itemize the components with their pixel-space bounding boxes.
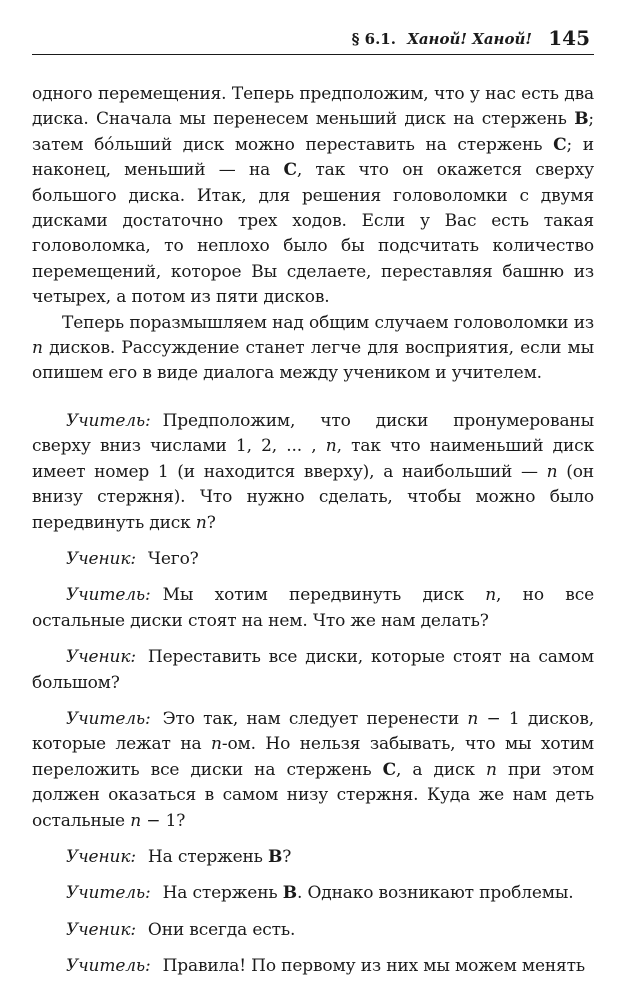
math-variable: n	[546, 461, 558, 482]
dialogue-turn	[32, 918, 594, 943]
speaker-label: Ученик:	[66, 548, 136, 569]
page-body	[32, 82, 594, 991]
speaker-label: Учитель:	[66, 708, 151, 729]
text-run: Это так, нам следует перенести	[162, 708, 468, 729]
dialogue-turn	[32, 409, 594, 536]
text-run: . Однако возникают проблемы.	[296, 883, 574, 904]
speaker-label: Ученик:	[66, 647, 136, 668]
text-run: Мы хотим передвинуть диск	[162, 585, 486, 606]
dialogue-turn	[32, 547, 594, 572]
section-number: § 6.1.	[351, 30, 396, 48]
section-title: Ханой! Ханой!	[407, 30, 532, 48]
speaker-label: Учитель:	[66, 956, 151, 977]
text-run: На стержень	[162, 883, 283, 904]
dialogue	[32, 409, 594, 980]
bold-term: C	[553, 134, 567, 155]
speaker-label: Ученик:	[66, 846, 136, 867]
math-variable: n	[325, 436, 337, 457]
running-header	[32, 28, 594, 55]
text-paragraphs	[32, 82, 594, 387]
text-run: -ом. Но нельзя забывать, что мы хотим переложить все диски на стержень	[32, 734, 594, 780]
text-run: дисков. Рассуждение станет легче для восприятия, если мы опишем его в виде диалога между учеником и учителем.	[32, 338, 594, 384]
text-run: Предположим, что диски пронумерованы сверху вниз числами 1, 2, ... ,	[32, 410, 594, 457]
text-run: , так что наименьший диск имеет номер 1 (и находится вверху), а наибольший —	[32, 436, 594, 482]
speaker-label: Ученик:	[66, 919, 136, 940]
dialogue-turn	[32, 954, 594, 979]
text-run: одного перемещения. Теперь предположим, что у нас есть два диска. Сначала мы перенесем меньший диск на стержень	[32, 84, 594, 130]
math-variable: n	[486, 759, 497, 780]
dialogue-turn	[32, 707, 594, 834]
text-run: Они всегда есть.	[147, 919, 296, 940]
bold-term: B	[574, 109, 589, 130]
text-run: На стержень	[147, 846, 269, 867]
dialogue-turn	[32, 645, 594, 696]
text-run: (он внизу стержня). Что нужно сделать, чтобы можно было передвинуть диск	[32, 461, 594, 533]
text-run: Теперь поразмышляем над общим случаем головоломки из	[62, 312, 594, 333]
math-variable: n	[485, 585, 497, 606]
text-run: при этом должен оказаться в самом низу стержня. Куда же нам деть остальные	[32, 759, 594, 831]
text-run: − 1 дисков, которые лежат на	[32, 708, 594, 755]
speaker-label: Учитель:	[66, 585, 151, 606]
text-run: Переставить все диски, которые стоят на самом большом?	[32, 647, 594, 693]
bold-term: B	[268, 846, 283, 867]
math-variable: n	[130, 810, 141, 831]
text-run: ?	[282, 846, 292, 867]
running-head	[352, 30, 532, 48]
dialogue-turn	[32, 583, 594, 634]
math-variable: n	[467, 708, 479, 729]
math-variable: n	[32, 338, 43, 359]
page-number: 145	[548, 26, 590, 50]
text-run: ?	[206, 512, 216, 533]
bold-term: C	[283, 160, 297, 181]
paragraph	[32, 311, 594, 387]
bold-term: B	[282, 883, 297, 904]
bold-term: C	[382, 759, 396, 780]
speaker-label: Учитель:	[66, 410, 151, 431]
dialogue-turn	[32, 845, 594, 870]
text-run: ; затем бóльший диск можно переставить на стержень	[32, 109, 594, 155]
text-run: , но все остальные диски стоят на нем. Что же нам делать?	[32, 585, 595, 631]
dialogue-turn	[32, 881, 594, 906]
text-run: , а диск	[395, 759, 486, 780]
math-variable: n	[211, 734, 222, 755]
text-run: Чего?	[147, 548, 199, 569]
text-run: − 1?	[141, 810, 186, 831]
text-run: , так что он окажется сверху большого диска. Итак, для решения головоломки с двумя дисками достаточно трех ходов. Если у Вас есть такая головоломка, то неплохо было бы подсчитать количество перемещений, которое Вы сделаете, переставляя башню из четырех, а потом из пяти дисков.	[32, 160, 594, 308]
text-run: Правила! По первому из них мы можем менять	[162, 956, 585, 977]
speaker-label: Учитель:	[66, 883, 151, 904]
math-variable: n	[195, 512, 207, 533]
text-run: ; и наконец, меньший — на	[32, 134, 594, 181]
paragraph	[32, 82, 594, 311]
